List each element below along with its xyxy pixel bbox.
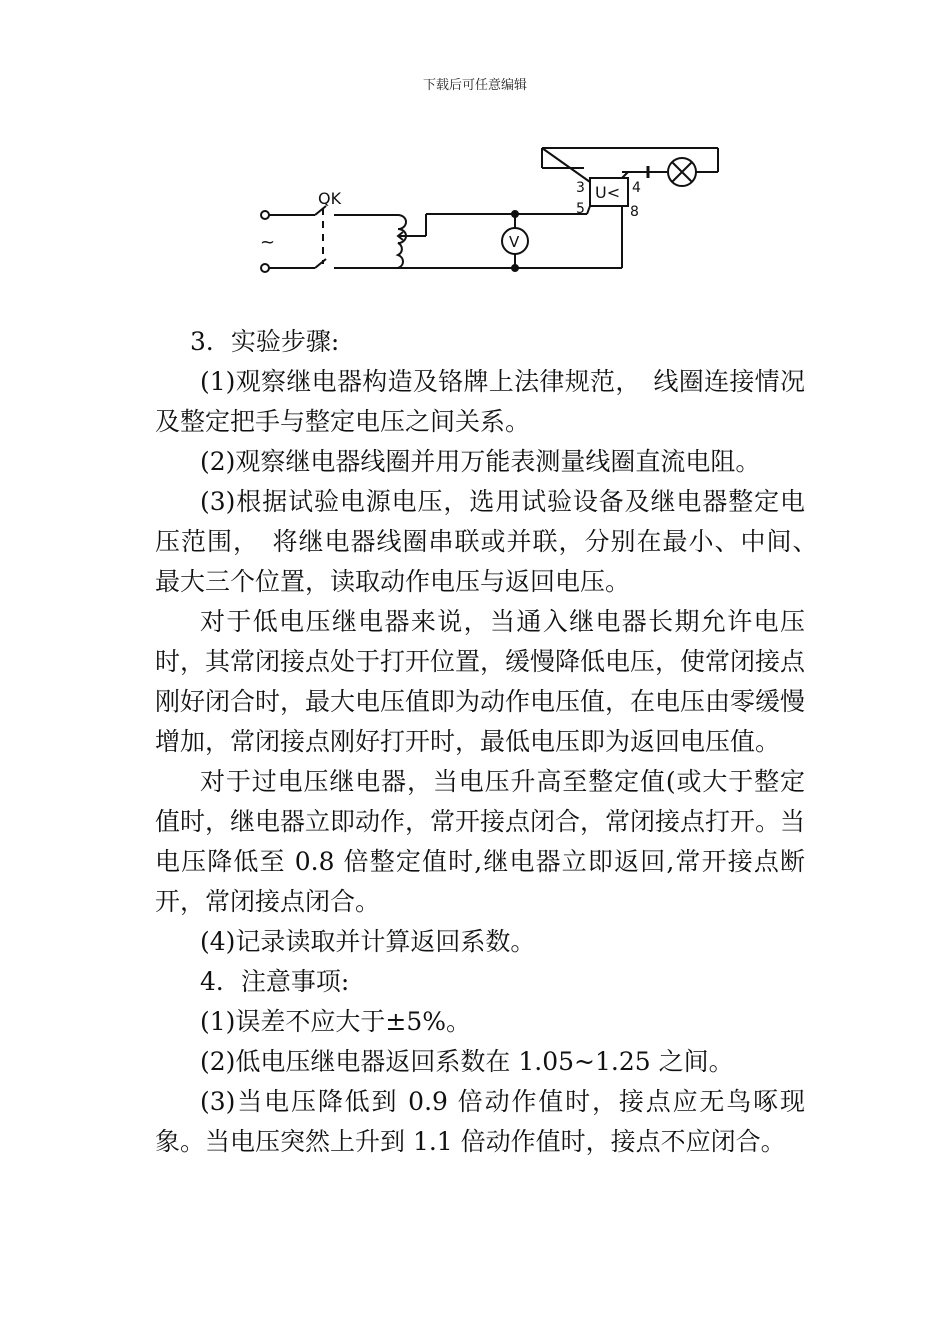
autotransformer-coil [380,215,410,268]
terminal-8: 8 [630,204,639,220]
paragraph-undervoltage: 对于低电压继电器来说，当通入继电器长期允许电压时，其常闭接点处于打开位置，缓慢降低电压，使常闭接点刚好闭合时，最大电压值即为动作电压值，在电压由零缓慢增加，常闭接点刚好打开时，最低电压即为返回电压值。 [155,607,806,756]
body-text [155,322,831,1162]
step-4: (4)记录读取并计算返回系数。 [200,927,536,956]
note-3: (3)当电压降低到 0.9 倍动作值时，接点应无鸟啄现象。当电压突然上升到 1.1 倍动作值时，接点不应闭合。 [155,1087,805,1156]
relay-label: U< [595,183,621,202]
page-header: 下载后可任意编辑 [422,78,527,93]
step-3: (3)根据试验电源电压，选用试验设备及继电器整定电压范围， 将继电器线圈串联或并联，分别在最小、中间、 最大三个位置，读取动作电压与返回电压。 [155,487,831,596]
paragraph-overvoltage: 对于过电压继电器，当电压升高至整定值(或大于整定值时，继电器立即动作，常开接点闭合，常闭接点打开。当电压降低至 0.8 倍整定值时,继电器立即返回,常开接点断开，常闭接点闭合。 [155,767,806,916]
terminal-3: 3 [576,180,585,196]
section-3-title: 3．实验步骤: [190,327,340,356]
note-1: (1)误差不应大于±5%。 [200,1007,472,1036]
terminal-4: 4 [632,180,641,196]
terminal-5: 5 [576,201,585,217]
section-4-title: 4．注意事项: [200,967,350,996]
circuit-diagram [250,140,730,280]
input-terminal-top [261,211,269,219]
note-2: (2)低电压继电器返回系数在 1.05~1.25 之间。 [200,1047,734,1076]
input-terminal-bottom [261,264,269,272]
ac-symbol: ~ [260,232,276,253]
step-1: (1)观察继电器构造及铬牌上法律规范， 线圈连接情况及整定把手与整定电压之间关系。 [155,367,805,436]
switch-label: QK [318,189,342,208]
step-2: (2)观察继电器线圈并用万能表测量线圈直流电阻。 [200,447,761,476]
voltmeter-label: V [509,233,520,251]
switch-blade-bottom [315,259,326,268]
